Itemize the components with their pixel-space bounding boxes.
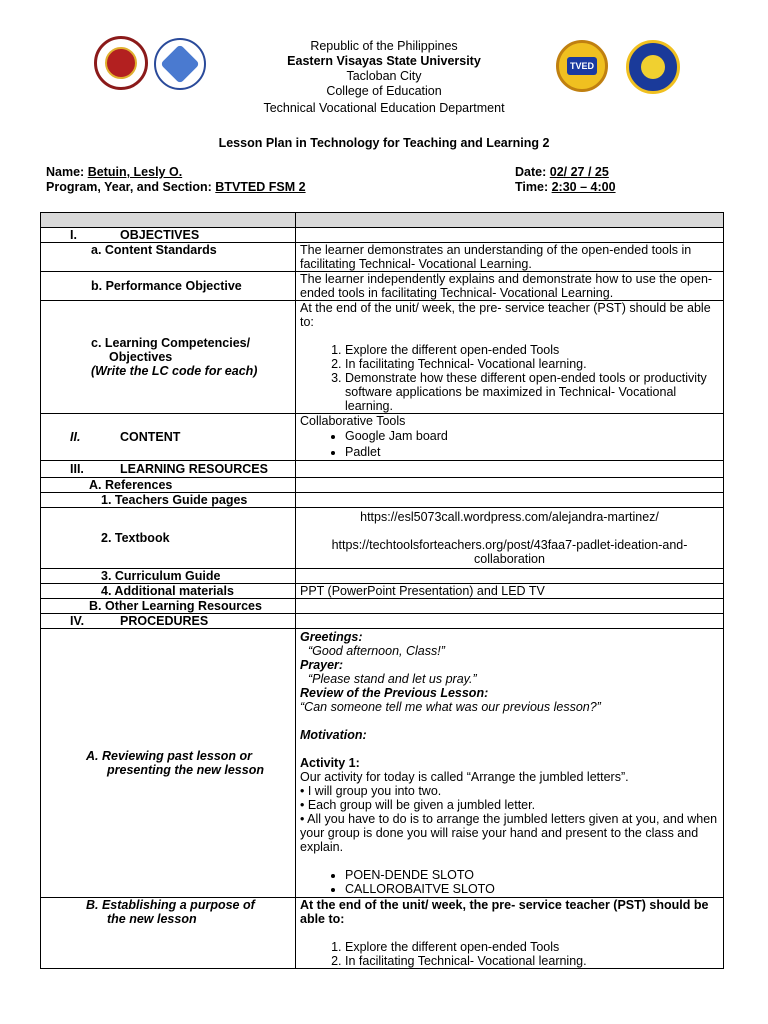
list-item: 2. In facilitating Technical- Vocational learning. bbox=[345, 357, 719, 371]
other-resources-label: B. Other Learning Resources bbox=[41, 599, 296, 614]
content-title: CONTENT bbox=[120, 430, 181, 444]
purpose-list bbox=[300, 940, 719, 968]
review-label: Review of the Previous Lesson: bbox=[300, 686, 489, 700]
prayer-text: “Please stand and let us pray.” bbox=[308, 672, 477, 686]
lesson-plan-table bbox=[40, 212, 724, 969]
header-college: College of Education bbox=[326, 84, 442, 98]
reviewing-label-1: A. Reviewing past lesson or bbox=[86, 749, 253, 763]
competencies-intro: At the end of the unit/ week, the pre- service teacher (PST) should be able to: bbox=[300, 301, 711, 329]
date-label: Date: bbox=[515, 165, 547, 179]
purpose-label-1: B. Establishing a purpose of bbox=[86, 898, 255, 912]
resources-num: III. bbox=[70, 462, 84, 476]
reviewing-row bbox=[41, 629, 724, 898]
activity-line-2: • I will group you into two. bbox=[300, 784, 442, 798]
tved-seal-text: TVED bbox=[567, 57, 597, 75]
competencies-label-3: (Write the LC code for each) bbox=[91, 364, 258, 378]
content-standards-value: The learner demonstrates an understanding of the open-ended tools in facilitating Technical- Vocational Learning. bbox=[296, 243, 724, 272]
objectives-num: I. bbox=[70, 228, 77, 242]
list-item: 3. Demonstrate how these different open-ended tools or productivity software applications be maximized in Technical- Vocational learning. bbox=[345, 371, 719, 413]
program-value: BTVTED FSM 2 bbox=[215, 180, 306, 194]
competencies-row bbox=[41, 301, 724, 414]
list-item: • Padlet bbox=[345, 444, 719, 460]
name-label: Name: bbox=[46, 165, 85, 179]
table-header-row bbox=[41, 213, 724, 228]
procedures-num: IV. bbox=[70, 614, 85, 628]
competencies-label-1: c. Learning Competencies/ bbox=[91, 336, 251, 350]
document-title: Lesson Plan in Technology for Teaching and Learning 2 bbox=[218, 136, 550, 150]
teachers-guide-label: 1. Teachers Guide pages bbox=[41, 493, 296, 508]
greetings-text: “Good afternoon, Class!” bbox=[308, 644, 445, 658]
list-item: 1. Explore the different open-ended Tools bbox=[345, 343, 719, 357]
review-text: “Can someone tell me what was our previous lesson?” bbox=[300, 700, 601, 714]
reviewing-label bbox=[41, 629, 296, 898]
purpose-intro: At the end of the unit/ week, the pre- service teacher (PST) should be able to: bbox=[300, 898, 709, 926]
activity-line-4: • All you have to do is to arrange the jumbled letters given at you, and when your group is done you will raise your hand and present to the class and explain. bbox=[300, 812, 718, 854]
header-university: Eastern Visayas State University bbox=[287, 54, 481, 68]
purpose-row bbox=[41, 898, 724, 969]
activity-label: Activity 1: bbox=[300, 756, 360, 770]
curriculum-guide-row bbox=[41, 569, 724, 584]
list-item: • Google Jam board bbox=[345, 428, 719, 444]
program-label: Program, Year, and Section: bbox=[46, 180, 212, 194]
list-item: 2. In facilitating Technical- Vocational learning. bbox=[345, 954, 719, 968]
references-row bbox=[41, 478, 724, 493]
additional-materials-row bbox=[41, 584, 724, 599]
competencies-label bbox=[41, 301, 296, 414]
name-value: Betuin, Lesly O. bbox=[87, 165, 183, 179]
date-line bbox=[515, 165, 609, 179]
header-republic: Republic of the Philippines bbox=[310, 39, 458, 53]
content-standards-row bbox=[41, 243, 724, 272]
performance-label: b. Performance Objective bbox=[41, 272, 296, 301]
list-item: • CALLOROBAITVE SLOTO bbox=[345, 882, 719, 896]
resources-title: LEARNING RESOURCES bbox=[120, 462, 268, 476]
jumbled-list bbox=[300, 868, 719, 896]
additional-materials-value: PPT (PowerPoint Presentation) and LED TV bbox=[296, 584, 724, 599]
content-num: II. bbox=[70, 430, 81, 444]
activity-line-3: • Each group will be given a jumbled letter. bbox=[300, 798, 536, 812]
header-city: Tacloban City bbox=[346, 69, 422, 83]
other-resources-row bbox=[41, 599, 724, 614]
activity-line-1: Our activity for today is called “Arrange the jumbled letters”. bbox=[300, 770, 629, 784]
reviewing-label-2: presenting the new lesson bbox=[107, 763, 264, 777]
time-label: Time: bbox=[515, 180, 549, 194]
additional-materials-label: 4. Additional materials bbox=[41, 584, 296, 599]
performance-row bbox=[41, 272, 724, 301]
objectives-title: OBJECTIVES bbox=[120, 228, 200, 242]
resources-row bbox=[41, 461, 724, 478]
prayer-label: Prayer: bbox=[300, 658, 344, 672]
list-item: • POEN-DENDE SLOTO bbox=[345, 868, 719, 882]
content-list bbox=[300, 428, 719, 460]
competencies-label-2: Objectives bbox=[109, 350, 173, 364]
references-label: A. References bbox=[41, 478, 296, 493]
textbook-link-2[interactable]: https://techtoolsforteachers.org/post/43faa7-padlet-ideation-and-collaboration bbox=[331, 538, 688, 566]
header-department: Technical Vocational Education Department bbox=[263, 101, 505, 115]
teachers-guide-row bbox=[41, 493, 724, 508]
motivation-label: Motivation: bbox=[300, 728, 367, 742]
date-value: 02/ 27 / 25 bbox=[549, 165, 609, 179]
purpose-label-2: the new lesson bbox=[107, 912, 197, 926]
content-intro: Collaborative Tools bbox=[300, 414, 406, 428]
content-standards-label: a. Content Standards bbox=[41, 243, 296, 272]
name-line bbox=[46, 165, 182, 179]
procedures-row bbox=[41, 614, 724, 629]
objectives-row bbox=[41, 228, 724, 243]
time-line bbox=[515, 180, 616, 194]
performance-value: The learner independently explains and demonstrate how to use the open-ended tools in facilitating Technical- Vocational Learning. bbox=[296, 272, 724, 301]
competencies-list bbox=[300, 343, 719, 413]
textbook-label: 2. Textbook bbox=[41, 508, 296, 569]
time-value: 2:30 – 4:00 bbox=[551, 180, 616, 194]
greetings-label: Greetings: bbox=[300, 630, 363, 644]
curriculum-guide-label: 3. Curriculum Guide bbox=[41, 569, 296, 584]
purpose-label bbox=[41, 898, 296, 969]
textbook-link-1[interactable]: https://esl5073call.wordpress.com/alejandra-martinez/ bbox=[360, 510, 659, 524]
procedures-title: PROCEDURES bbox=[120, 614, 209, 628]
program-line bbox=[46, 180, 306, 194]
textbook-row bbox=[41, 508, 724, 569]
content-row bbox=[41, 414, 724, 461]
list-item: 1. Explore the different open-ended Tools bbox=[345, 940, 719, 954]
